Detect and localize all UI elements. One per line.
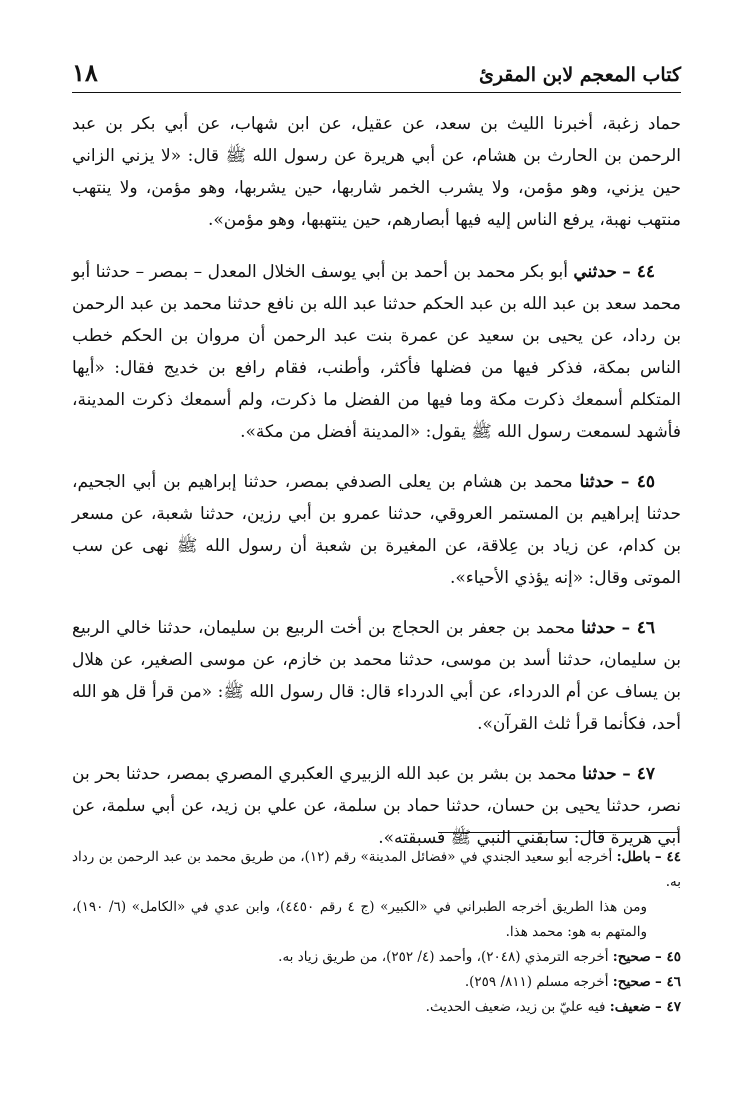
footnote-grade: باطل: (616, 849, 651, 865)
footnote-grade: صحيح: (612, 949, 651, 965)
main-text (72, 108, 681, 872)
hadith-text: محمد بن هشام بن يعلى الصدفي بمصر، حدثنا إبراهيم بن أبي الجحيم، حدثنا إبراهيم بن المستمر العروقي، حدثنا عمرو بن أبي رزين، حدثنا شعبة، عن مسعر بن كدام، عن زياد بن عِلاقة، عن المغيرة بن شعبة أن رسول الله ﷺ نهى عن سب الموتى وقال: «إنه يؤذي الأحياء». (72, 472, 681, 588)
footnote-number: ٤٥ – (655, 949, 681, 965)
footnote-47 (72, 995, 681, 1020)
hadith-46 (72, 612, 681, 740)
hadith-number: ٤٧ – (622, 764, 656, 784)
hadith-number: ٤٦ – (621, 618, 656, 638)
paragraph-text: حماد زغبة، أخبرنا الليث بن سعد، عن عقيل، عن ابن شهاب، عن أبي بكر بن عبد الرحمن بن الحارث بن هشام، عن أبي هريرة عن رسول الله ﷺ قال: «لا يزني الزاني حين يزني، وهو مؤمن، ولا يشرب الخمر شاربها، حين يشربها، وهو مؤمن، ولا ينتهب منتهب نهبة، يرفع الناس إليه فيها أبصارهم، حين ينتهبها، وهو مؤمن». (72, 114, 681, 230)
hadith-lead-word: حدثني (573, 262, 617, 282)
footnote-44-continuation (72, 895, 681, 945)
footnote-text: أخرجه مسلم (٨١١/ ٢٥٩). (464, 974, 609, 990)
footnote-number: ٤٦ – (655, 974, 681, 990)
footnote-separator (438, 832, 678, 833)
footnote-number: ٤٧ – (655, 999, 681, 1015)
footnote-grade: صحيح: (612, 974, 651, 990)
hadith-text: محمد بن بشر بن عبد الله الزبيري العكبري المصري بمصر، حدثنا بحر بن نصر، حدثنا يحيى بن حسان، حدثنا حماد بن سلمة، عن علي بن زيد، عن أبي سلمة، عن أبي هريرة قال: سابقني النبي ﷺ فسبقته». (72, 764, 681, 848)
hadith-47 (72, 758, 681, 854)
footnote-text: ومن هذا الطريق أخرجه الطبراني في «الكبير» (ج ٤ رقم ٤٤٥٠)، وابن عدي في «الكامل» (٦/ ١٩٠)، والمتهم به هو: محمد هذا. (72, 899, 647, 940)
hadith-text: محمد بن جعفر بن الحجاج بن أخت الربيع بن سليمان، حدثنا خالي الربيع بن سليمان، حدثنا أسد بن موسى، حدثنا محمد بن خازم، عن موسى الصغير، عن هلال بن يساف عن أم الدرداء، عن أبي الدرداء قال: قال رسول الله ﷺ: «من قرأ قل هو الله أحد، فكأنما قرأ ثلث القرآن». (72, 618, 681, 734)
hadith-44 (72, 256, 681, 448)
page-number: ١٨ (72, 58, 98, 87)
hadith-45 (72, 466, 681, 594)
hadith-lead-word: حدثنا (581, 618, 616, 638)
footnote-text: فيه عليّ بن زيد، ضعيف الحديث. (425, 999, 606, 1015)
footnote-grade: ضعيف: (609, 999, 651, 1015)
paragraph-continuation (72, 108, 681, 236)
hadith-number: ٤٥ – (620, 472, 656, 492)
book-title: كتاب المعجم لابن المقرئ (478, 64, 681, 86)
footnote-text: أخرجه أبو سعيد الجندي في «فضائل المدينة» رقم (١٢)، من طريق محمد بن عبد الرحمن بن رداد به. (72, 849, 681, 890)
hadith-number: ٤٤ – (622, 262, 655, 282)
footnote-text: أخرجه الترمذي (٢٠٤٨)، وأحمد (٤/ ٢٥٢)، من طريق زياد به. (278, 949, 609, 965)
footnotes (72, 845, 681, 1020)
hadith-text: أبو بكر محمد بن أحمد بن أبي يوسف الخلال المعدل – بمصر – حدثنا أبو محمد سعد بن عبد الله بن عبد الحكم حدثنا عبد الله بن نافع حدثنا محمد بن عبد الرحمن بن رداد، عن يحيى بن سعيد عن عمرة بنت عبد الرحمن أن مروان بن الحكم خطب الناس بمكة، فذكر فيها من فضلها فأكثر، وأطنب، فقام رافع بن خديج فقال: «أيها المتكلم أسمعك ذكرت مكة وما فيها من الفضل ما ذكرت، ولم أسمعك ذكرت المدينة، فأشهد لسمعت رسول الله ﷺ يقول: «المدينة أفضل من مكة». (72, 262, 681, 442)
footnote-46 (72, 970, 681, 995)
hadith-lead-word: حدثنا (582, 764, 617, 784)
footnote-number: ٤٤ – (654, 849, 682, 865)
footnote-44 (72, 845, 681, 895)
hadith-lead-word: حدثنا (579, 472, 615, 492)
footnote-45 (72, 945, 681, 970)
page-header (72, 52, 681, 93)
